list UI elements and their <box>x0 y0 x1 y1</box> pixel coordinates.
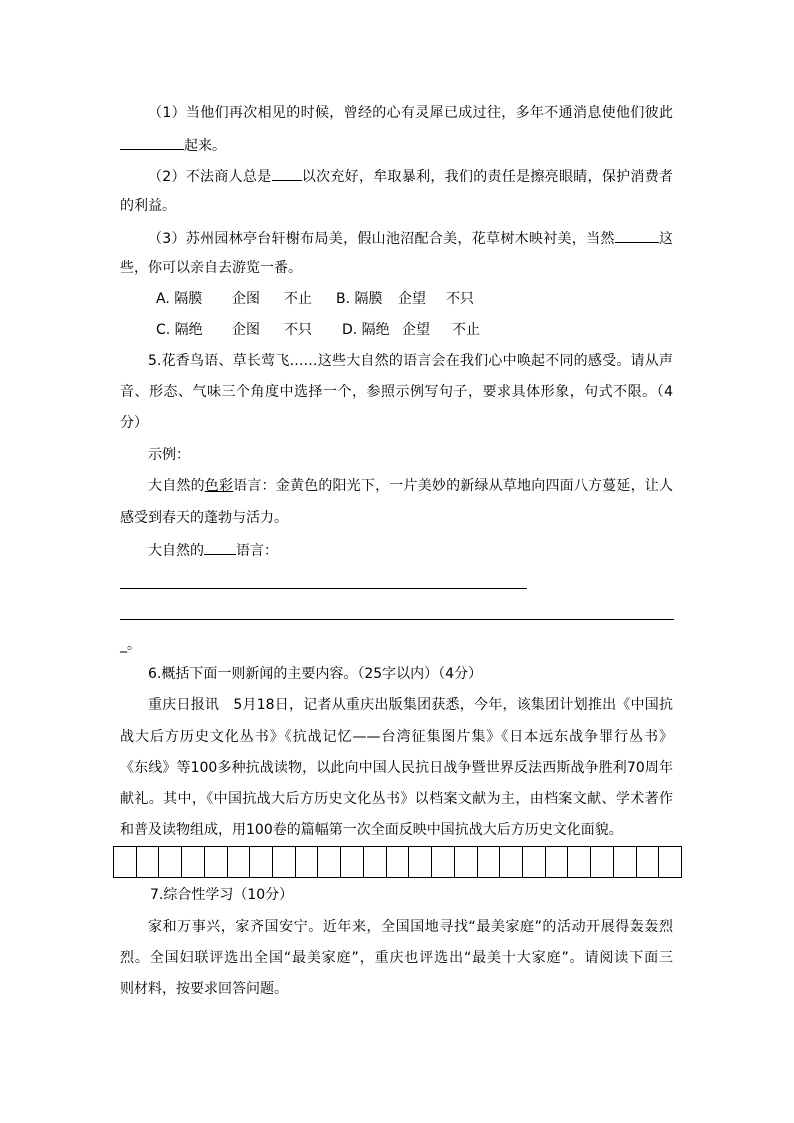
option-row <box>156 321 709 339</box>
option-b-word2: 企望 <box>398 291 426 307</box>
grid-cell[interactable] <box>523 847 546 877</box>
question-5-title: 5.花香鸟语、草长莺飞……这些大自然的语言会在我们心中唤起不同的感受。请从声 <box>148 353 673 369</box>
news-line: 重庆日报讯 5月18日，记者从重庆出版集团获悉，今年，该集团计划推出《中国抗 <box>148 697 673 713</box>
grid-cell[interactable] <box>409 847 432 877</box>
grid-cell[interactable] <box>432 847 455 877</box>
text: （2）不法商人总是 <box>148 169 272 185</box>
text: 大自然的 <box>148 543 204 559</box>
grid-cell[interactable] <box>659 847 681 877</box>
option-a-word3: 不止 <box>284 291 312 307</box>
text: （3）苏州园林亭台轩榭布局美，假山池沼配合美，花草树木映衬美，当然 <box>148 231 615 247</box>
grid-cell[interactable] <box>568 847 591 877</box>
text: 语言： <box>236 543 278 559</box>
option-b-label[interactable]: B. 隔膜 <box>336 291 383 307</box>
grid-cell[interactable] <box>591 847 614 877</box>
answer-blank[interactable] <box>204 540 236 555</box>
grid-cell[interactable] <box>500 847 523 877</box>
text-line: 感受到春天的蓬勃与活力。 <box>120 510 288 526</box>
grid-cell[interactable] <box>296 847 319 877</box>
answer-grid[interactable] <box>113 846 682 878</box>
text-line: 分） <box>120 415 148 431</box>
news-line: 和普及读物组成，用100卷的篇幅第一次全面反映中国抗战大后方历史文化面貌。 <box>120 822 623 838</box>
option-c-label[interactable]: C. 隔绝 <box>156 322 203 338</box>
answer-line <box>148 540 673 560</box>
grid-cell[interactable] <box>159 847 182 877</box>
grid-cell[interactable] <box>182 847 205 877</box>
option-a-word2: 企图 <box>232 291 260 307</box>
text-line: （1）当他们再次相见的时候，曾经的心有灵犀已成过往，多年不通消息使他们彼此 <box>148 105 673 121</box>
text-line: 的利益。 <box>120 198 176 214</box>
grid-cell[interactable] <box>205 847 228 877</box>
grid-cell[interactable] <box>614 847 637 877</box>
grid-cell[interactable] <box>228 847 251 877</box>
text-line: 则材料，按要求回答问题。 <box>120 981 288 997</box>
grid-cell[interactable] <box>341 847 364 877</box>
grid-cell[interactable] <box>250 847 273 877</box>
answer-blank[interactable] <box>615 228 659 243</box>
text-line <box>148 166 673 186</box>
example-label: 示例： <box>148 447 190 463</box>
text: 大自然的 <box>148 478 205 494</box>
grid-cell[interactable] <box>318 847 341 877</box>
grid-cell[interactable] <box>546 847 569 877</box>
answer-blank[interactable] <box>120 135 184 150</box>
grid-cell[interactable] <box>114 847 137 877</box>
text-line: _。 <box>120 637 141 653</box>
text: 这 <box>658 231 673 247</box>
grid-cell[interactable] <box>364 847 387 877</box>
text-line <box>148 228 673 248</box>
option-b-word3: 不只 <box>446 291 474 307</box>
news-line: 献礼。其中，《中国抗战大后方历史文化丛书》以档案文献为主，由档案文献、学术著作 <box>120 791 673 807</box>
question-7-title: 7.综合性学习（10分） <box>150 887 294 903</box>
text: 起来。 <box>184 138 226 154</box>
news-line: 战大后方历史文化丛书》《抗战记忆——台湾征集图片集》《日本远东战争罪行丛书》 <box>120 729 673 745</box>
text: 以次充好，牟取暴利，我们的责任是擦亮眼睛，保护消费者 <box>301 169 673 185</box>
grid-cell[interactable] <box>478 847 501 877</box>
news-line: 《东线》等100多种抗战读物，以此向中国人民抗日战争暨世界反法西斯战争胜利70周年 <box>120 760 673 776</box>
text-line: 家和万事兴，家齐国安宁。近年来，全国国地寻找“最美家庭”的活动开展得轰轰烈 <box>148 919 673 935</box>
text: 语言：金黄色的阳光下，一片美妙的新绿从草地向四面八方蔓延，让人 <box>233 478 674 494</box>
option-d-label[interactable]: D. 隔绝 <box>342 322 390 338</box>
grid-cell[interactable] <box>137 847 160 877</box>
question-6-title: 6.概括下面一则新闻的主要内容。（25字以内）（4分） <box>148 666 483 682</box>
grid-cell[interactable] <box>387 847 410 877</box>
option-d-word3: 不止 <box>452 322 480 338</box>
grid-cell[interactable] <box>637 847 660 877</box>
option-d-word2: 企望 <box>402 322 430 338</box>
text-line <box>120 135 673 155</box>
option-c-word3: 不只 <box>284 322 312 338</box>
text-line: 音、形态、气味三个角度中选择一个，参照示例写句子，要求具体形象，句式不限。（4 <box>120 384 673 400</box>
answer-rule[interactable] <box>120 588 527 589</box>
text-line: 些，你可以亲自去游览一番。 <box>120 260 302 276</box>
underlined-word: 色彩 <box>204 478 234 494</box>
grid-cell[interactable] <box>455 847 478 877</box>
grid-cell[interactable] <box>273 847 296 877</box>
answer-blank[interactable] <box>272 166 302 181</box>
option-row <box>156 290 709 308</box>
option-c-word2: 企图 <box>232 322 260 338</box>
text-line: 烈。全国妇联评选出全国“最美家庭”，重庆也评选出“最美十大家庭”。请阅读下面三 <box>120 950 673 966</box>
answer-rule[interactable] <box>120 619 674 620</box>
option-a-label[interactable]: A. 隔膜 <box>156 291 203 307</box>
example-line <box>148 477 673 495</box>
